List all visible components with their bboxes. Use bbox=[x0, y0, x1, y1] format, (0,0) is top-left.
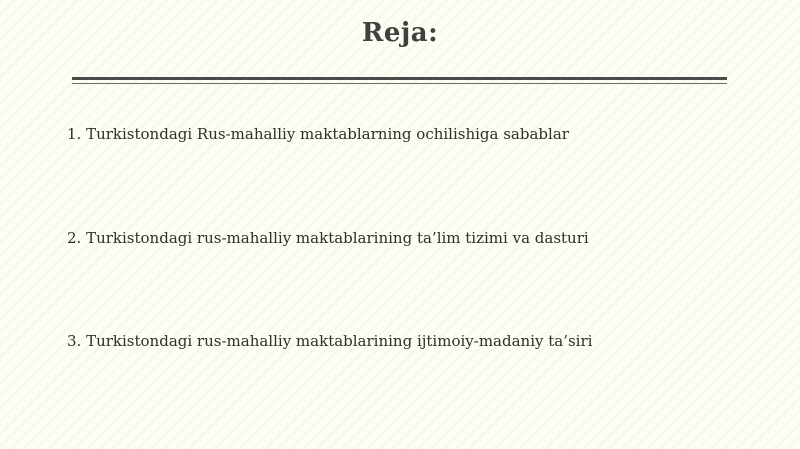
title-divider-thick bbox=[72, 77, 727, 80]
title-divider-thin bbox=[72, 83, 727, 84]
slide-title: Reja: bbox=[361, 18, 439, 48]
plan-item-3: 3. Turkistondagi rus-mahalliy maktablarining ijtimoiy-madaniy ta’siri bbox=[67, 332, 593, 350]
plan-item-2: 2. Turkistondagi rus-mahalliy maktablarining ta’lim tizimi va dasturi bbox=[67, 229, 589, 247]
plan-item-1: 1. Turkistondagi Rus-mahalliy maktablarning ochilishiga sabablar bbox=[67, 125, 569, 143]
